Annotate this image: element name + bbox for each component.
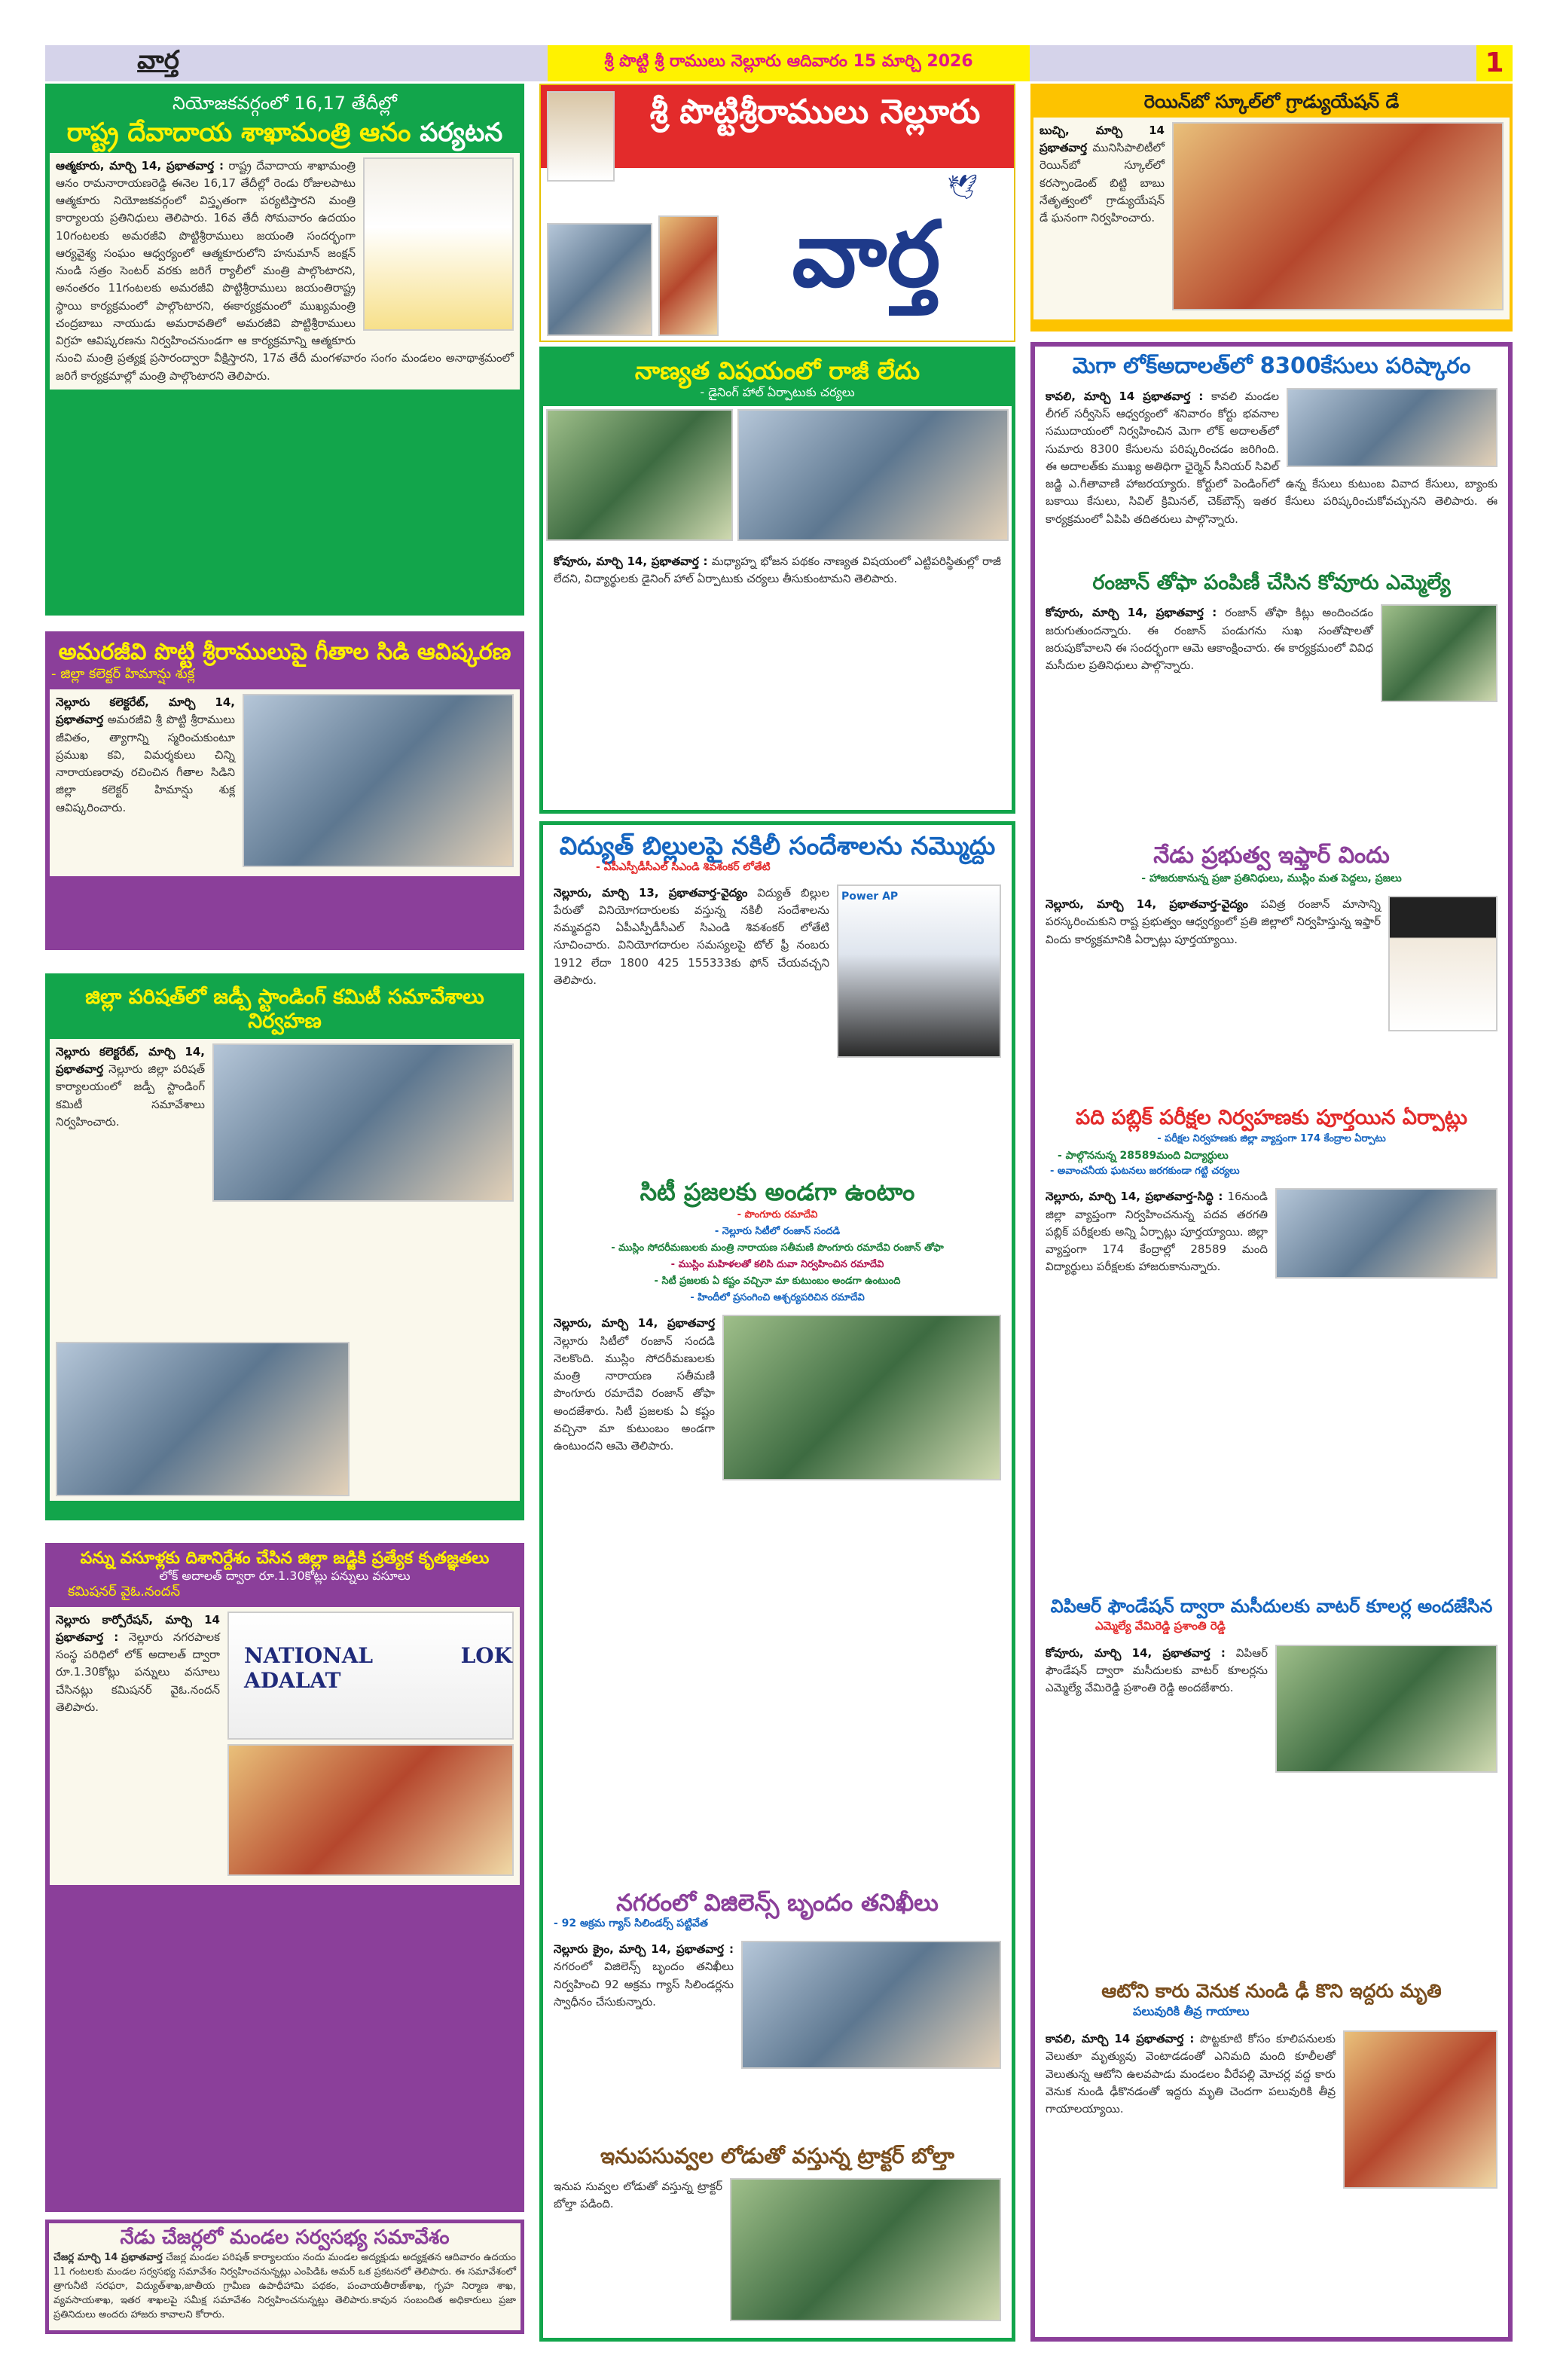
dateline: నెల్లూరు, మార్చి 14, ప్రభాతవార్త-వైద్యం [1046, 897, 1248, 911]
exams-subhead: - పాల్గొననున్న 28589మంది విద్యార్ధులు [1058, 1150, 1229, 1163]
iftar-photo [1388, 896, 1497, 1031]
headline: పన్ను వసూళ్లకు దిశానిర్దేశం చేసిన జిల్లా జడ్జికి ప్రత్యేక కృతజ్ఞతలు [80, 1549, 490, 1568]
body: నెల్లూరు జిల్లా పరిషత్ కార్యాలయంలో జడ్పీ స్టాండింగ్ కమిటీ సమావేశాలు నిర్వహించారు. [56, 1062, 205, 1129]
crowd-photo [227, 1744, 514, 1876]
dateline: నెల్లూరు కలెక్టరేట్, మార్చి 14, ప్రభాతవార్త [56, 1044, 205, 1077]
article-tofa [1035, 565, 1508, 836]
minister-photo [363, 157, 514, 331]
headline: రెయిన్‌బో స్కూల్‌లో గ్రాడ్యుయేషన్ డే [1143, 91, 1400, 112]
exams-photo [1275, 1188, 1497, 1279]
body: పవిత్ర రంజాన్ మాసాన్ని పరస్కరించుకుని రాష్ట ప్రభుత్వం ఆధ్వర్యంలో ప్రతి జిల్లాలో నిర్వహిస్తున్న ఇఫ్తార్ విందు కార్యక్రమానికి ఏర్పాట్లు పూర్తయ్యాయి. [1046, 897, 1381, 946]
article-chejarla [45, 2220, 524, 2334]
body: పొట్టకూటి కోసం కూలిపనులకు వెలుతూ మృత్యువు వెంటాడడంతో ఎనిమది మంది కూలీలతో వెలుతున్న ఆటోని ఉలవపాడు మండలం వీరేపల్లి మోచర్ల వద్ద కారు వెనుక నుండి ఢీకొనడంతో ఇద్దరు మృతి చెందగా పలువురికి తీవ్ర గాయాలయ్యాయి. [1046, 2032, 1336, 2116]
students-photo [737, 409, 1009, 541]
article-zp-committee [45, 973, 524, 1520]
body: విపిఆర్ ఫౌండేషన్ ద్వారా మసీదులకు వాటర్ కూలర్లను ఎమ్మెల్యే వేమిరెడ్డి ప్రశాంతి రెడ్డి అందజేశారు. [1046, 1645, 1268, 1695]
banner-text: NATIONAL LOK ADALAT [244, 1642, 512, 1693]
dateline: కోవూరు, మార్చి 14, ప్రభాతవార్త : [554, 554, 708, 568]
article-lokadalat [1035, 347, 1508, 565]
masthead-logo: వార్త [792, 200, 941, 307]
article-auto [1035, 1974, 1508, 2328]
lok-adalat-photo [227, 1612, 514, 1740]
auto-subhead: పలువురికి తీవ్ర గాయాలు [1133, 2004, 1250, 2018]
exams-subhead: - పరీక్షల నిర్వహణకు జిల్లా వ్యాప్తంగా 174 కేంద్రాల ఏర్పాటు [1157, 1133, 1386, 1145]
right-frame [1030, 342, 1513, 2342]
subhead: - ముస్లిం మహిళలతో కలిసి దువా నిర్వహించిన రమాదేవి [670, 1259, 884, 1271]
article-vigilance [543, 1884, 1012, 2137]
body: అమరజీవి శ్రీ పొట్టి శ్రీరాములు జీవితం, త్యాగాన్ని స్మరించుకుంటూ ప్రముఖ కవి, విమర్శకులు చిన్ని నారాయణరావు రచించిన గీతాల సిడిని జిల్లా కలెక్టర్ హిమాన్షు శుక్ల ఆవిష్కరించారు. [56, 713, 235, 814]
headline: రాష్ట్ర దేవాదాయ శాఖామంత్రి ఆనం [66, 117, 411, 148]
subhead: - పొంగూరు రమాదేవి [737, 1209, 818, 1221]
dateline: నెల్లూరు క్రైం, మార్చి 14, ప్రభాతవార్త : [554, 1942, 734, 1957]
article-quality [539, 347, 1015, 814]
subhead: లోక్ అదాలత్ ద్వారా రూ.1.30కోట్లు పన్నులు వసూలు [159, 1569, 411, 1584]
tofa-headline: రంజాన్ తోఫా పంపిణీ చేసిన కోవూరు ఎమ్మెల్యే [1092, 571, 1451, 594]
article-vidyut [543, 825, 1012, 1172]
masthead-title: శ్రీ పొట్టిశ్రీరాములు నెల్లూరు [649, 93, 981, 131]
body: నెల్లూరు నగరపాలక సంస్థ పరిధిలో లోక్ అదాలత్ ద్వారా రూ.1.30కోట్లు పన్నులు వసూలు చేసినట్లు కమిషనర్ వైఓ.నందన్ తెలిపారు. [56, 1630, 220, 1714]
subhead: - ముస్లిం సోదరీమణులకు మంత్రి నారాయణ సతీమణి పొంగూరు రమాదేవి రంజాన్ తోఫా [611, 1242, 944, 1254]
dateline: చేజర్ల మార్చి 14 ప్రభాతవార్త [53, 2252, 163, 2264]
meeting-photo [212, 1043, 514, 1202]
subhead: - 92 అక్రమ గ్యాస్ సిలిండర్స్ పట్టివేత [554, 1917, 708, 1930]
ramadevi-photo [722, 1315, 1001, 1480]
article-rainbow [1030, 84, 1513, 331]
kicker: నియోజకవర్గంలో 16,17 తేదీల్లో [172, 93, 397, 114]
banner-text: Power AP [841, 890, 899, 903]
graduation-photo [1172, 122, 1504, 310]
body: రంజాన్ తోఫా కిట్లు అందించడం జరుగుతుందన్నారు. ఈ రంజాన్ పండుగను సుఖ సంతోషాలతో జరుపుకోవాలని ఈ సందర్భంగా ఆమె ఆకాంక్షించారు. ఈ కార్యక్రమంలో వివిధ మసీదుల ప్రతినిధులు పాల్గొన్నారు. [1046, 606, 1373, 673]
body: నెల్లూరు సిటీలో రంజాన్ సందడి నెలకొంది. ముస్లిం సోదరీమణులకు మంత్రి నారాయణ సతీమణి పొంగూరు రమాదేవి రంజాన్ తోఫా అందజేశారు. సిటీ ప్రజలకు ఏ కష్టం వచ్చినా మా కుటుంబం అండగా ఉంటుందని ఆమె తెలిపారు. [554, 1334, 715, 1453]
dining-photo [546, 409, 733, 541]
iftar-subhead: - హాజరుకానున్న ప్రజా ప్రతినిధులు, ముస్లిం మత పెద్దలు, ప్రజలు [1141, 872, 1402, 884]
subhead: - జిల్లా కలెక్టర్ హిమాన్షు శుక్ల [51, 666, 195, 682]
headline: నేడు చేజర్లలో మండల సర్వసభ్య సమావేశం [120, 2226, 450, 2249]
body: చేజర్ల మండల పరిషత్ కార్యాలయం నందు మండల అద్యక్షుడు అద్యక్షతన ఆదివారం ఉదయం 11 గంటలకు మండల సర్వసభ్య సమావేశం నిర్వహించనున్నట్లు ఎంపిడిఓ అమర్ ఒక ప్రకటనలో తెలిపారు. ఈ సమావేశంలో త్రాగునీటి సరఫరా, విద్యుత్‌శాఖ,జాతీయ గ్రామీణ ఉపాధీహామి పథకం, పంచాయతీరాజ్‌శాఖ, గృహ నిర్మాణ శాఖ, వ్యవసాయశాఖ, ఇతర శాఖలపై సమీక్ష సమావేశం నిర్వహించనున్నట్లు తెలిపారు.కావున సంబందిత అధికారులు ప్రజా ప్రతినిదులు అందరు హాజరు కావాలని కోరారు. [53, 2252, 516, 2320]
vidyut-headline: విద్యుత్ బిల్లులపై నకిలీ సందేశాలను నమ్మొద్దు [559, 831, 996, 860]
article-anam [45, 84, 524, 616]
bridge-photo [547, 223, 652, 336]
article-cd-release [45, 631, 524, 950]
dateline: నెల్లూరు కార్పోరేషన్, మార్చి 14 ప్రభాతవార్త : [56, 1612, 220, 1644]
headline: అమరజీవి పొట్టి శ్రీరాములుపై గీతాల సిడి ఆవిష్కరణ [58, 639, 511, 665]
body: మునిసిపాలిటీలో రెయిన్‌బో స్కూల్‌లో కరస్పాండెంట్ బిట్టి బాబు నేతృత్వంలో గ్రాడ్యుయేషన్ డే ఘనంగా నిర్వహించారు. [1040, 141, 1165, 225]
dateline: కావలి, మార్చి 14 ప్రభాతవార్త : [1046, 2032, 1195, 2045]
headline: జిల్లా పరిషత్‌లో జడ్పీ స్టాండింగ్ కమిటీ సమావేశాలు నిర్వహణ [85, 985, 484, 1034]
newspaper-logo: వార్త [137, 45, 179, 75]
subhead: - నెల్లూరు సిటీలో రంజాన్ సందడి [714, 1226, 841, 1238]
exams-headline: పది పబ్లిక్ పరీక్షల నిర్వహణకు పూర్తయిన ఏర్పాట్లు [1076, 1106, 1467, 1129]
dateline: ఆత్మకూరు, మార్చి 14, ప్రభాతవార్త : [56, 158, 224, 173]
vpr-subhead: ఎమ్మెల్యే వేమిరెడ్డి ప్రశాంతి రెడ్డి [1095, 1618, 1226, 1633]
vpr-headline: విపిఆర్ ఫౌండేషన్ ద్వారా మసీదులకు వాటర్ కూలర్ల అందజేసిన [1050, 1596, 1493, 1617]
dateline: కోవూరు, మార్చి 14, ప్రభాతవార్త : [1046, 606, 1217, 620]
temple-photo [658, 215, 719, 336]
exams-subhead: - అవాంచనీయ ఘటనలు జరగకుండా గట్టి చర్యలు [1050, 1166, 1240, 1178]
article-tax-collection [45, 1543, 524, 2212]
dateline: నెల్లూరు, మార్చి 13, ప్రభాతవార్త-వైద్యం [554, 885, 748, 900]
dateline: కోవూరు, మార్చి 14, ప్రభాతవార్త : [1046, 1645, 1226, 1660]
cmd-photo [837, 884, 1001, 1058]
body: రాష్ట్ర దేవాదాయ శాఖామంత్రి ఆనం రామనారాయణరెడ్డి ఈనెల 16,17 తేదీల్లో రెండు రోజులపాటు ఆత్మకూరు నియోజకవర్గంలో విస్తృతంగా పర్యటిస్తారని మంత్రి కార్యాలయ ప్రతినిధులు తెలిపారు. 16వ తేదీ సోమవారం ఉదయం 10గంటలకు అమరజీవి పొట్టిశ్రీరాములు జయంతి సందర్భంగా ఆర్యవైశ్య సంఘం ఆధ్వర్యంలో ఆత్మకూరులోని హనుమాన్ జంక్షన్ నుండి సత్రం సెంటర్ వరకు జరిగే ర్యాలీలో మంత్రి పాల్గొంటారని, అనంతరం 11గంటలకు అమరజీవి పొట్టిశ్రీరాములు జయంతిరాష్ట్ర స్థాయి కార్యక్రమంలో పాల్గొంటారని, ఈకార్యక్రమంలో ముఖ్యమంత్రి చంద్రబాబు నాయుడు అమరావతిలో అమరజీవి పొట్టిశ్రీరాములు విగ్రహ ఆవిష్కరణను నిర్వహించనుండగా ఆ కార్యక్రమాన్ని ఆత్మకూరు నుంచి మంత్రి ప్రత్యక్ష ప్రసారంద్వారా వీక్షిస్తారని, 17వ తేదీ మంగళవారం సంగం మండలం అనాథాశ్రమంలో జరిగే కార్యక్రమాల్లో మంత్రి పాల్గొంటారని తెలిపారు. [56, 158, 514, 383]
dove-icon: 🕊 [947, 173, 978, 201]
dateline: నెల్లూరు, మార్చి 14, ప్రభాతవార్త [554, 1316, 715, 1331]
cylinders-photo [741, 1941, 1001, 2069]
article-iftar [1035, 836, 1508, 1100]
body: మధ్యాహ్న భోజన పథకం నాణ్యత విషయంలో ఎట్టిపరిస్థితుల్లో రాజీ లేదని, విద్యార్థులకు డైనింగ్ హాల్ ఏర్పాటుకు చర్యలు తీసుకుంటామని తెలిపారు. [554, 554, 1002, 585]
headline: నాణ్యత విషయంలో రాజీ లేదు [634, 356, 920, 385]
dateline: నెల్లూరు కలెక్టరేట్, మార్చి 14, ప్రభాతవార్త [56, 695, 235, 727]
vidyut-subhead: - ఏపీఎస్పీడీసీఎల్ సిఎండి శివశంకర్ లోతేటి [596, 860, 771, 873]
middle-frame [539, 821, 1015, 2342]
tractor-photo [730, 2178, 1001, 2321]
dateline: కావలి, మార్చి 14 ప్రభాతవార్త : [1046, 389, 1204, 403]
meeting-photo-2 [56, 1342, 350, 1496]
tractor-headline: ఇనుపసువ్వల లోడుతో వస్తున్న ట్రాక్టర్ బోల్తా [600, 2143, 954, 2168]
headline: సిటీ ప్రజలకు అండగా ఉంటాం [640, 1178, 915, 1206]
headline-end: పర్యటన [420, 117, 503, 148]
subhead: - హిందీలో ప్రసంగించి ఆశ్చర్యపరిచిన రమాదేవి [690, 1292, 865, 1304]
dateline: నెల్లూరు, మార్చి 14, ప్రభాతవార్త-సిద్ధి : [1046, 1190, 1223, 1204]
subhead: - డైనింగ్ హాల్ ఏర్పాటుకు చర్యలు [700, 385, 855, 400]
article-exams [1035, 1100, 1508, 1590]
body: నగరంలో విజిలెన్స్ బృందం తనిఖీలు నిర్వహించి 92 అక్రమ గ్యాస్ సిలిండర్లను స్వాధీనం చేసుకున్నారు. [554, 1960, 734, 2009]
lokadalat-photo [1287, 388, 1497, 467]
hospital-photo [1343, 2030, 1497, 2189]
masthead [539, 84, 1015, 342]
headline: నగరంలో విజిలెన్స్ బృందం తనిఖీలు [616, 1890, 939, 1917]
body: విద్యుత్ బిల్లుల పేరుతో వినియోగదారులకు వస్తున్న నకిలీ సందేశాలను నమ్మవద్దని ఏపీఎస్పీడీసీఎల్ సిఎండి శివశంకర్ లోతేటి సూచించారు. వినియోగదారుల సమస్యలపై టోల్ ఫ్రీ నంబరు 1912 లేదా 1800 425 155333కు ఫోన్ చేయవచ్చని తెలిపారు. [554, 885, 829, 987]
body: 16నుండి జిల్లా వ్యాప్తంగా నిర్వహించనున్న పదవ తరగతి పబ్లిక్ పరీక్షలకు అన్ని ఏర్పాట్లు పూర్తయ్యాయి. జిల్లా వ్యాప్తంగా 174 కేంద్రాల్లో 28589 మంది విద్యార్థులు పరీక్షలకు హాజరుకానున్నారు. [1046, 1190, 1268, 1274]
subhead-commissioner: కమిషనర్ వైఓ.నందన్ [68, 1583, 181, 1599]
article-city [543, 1172, 1012, 1884]
auto-headline: ఆటోని కారు వెనుక నుండి ఢీ కొని ఇద్దరు మృతి [1101, 1980, 1442, 2002]
article-vpr [1035, 1590, 1508, 1974]
body: కావలి మండల లీగల్ సర్వీసెస్ ఆధ్వర్యంలో శనివారం కోర్టు భవనాల సముదాయంలో నిర్వహించిన మెగా లోక్ అదాలత్‌లో సుమారు 8300 కేసులను పరిష్కరించడం జరిగింది. ఈ అదాలత్‌కు ముఖ్య అతిధిగా ఛైర్మెన్ సీనియర్ సివిల్ జడ్జి ఎ.గీతావాణి హాజరయ్యారు. కోర్టులో పెండింగ్‌లో ఉన్న కేసులు కుటుంబ వివాద కేసులు, బ్యాంకు బకాయి కేసులు, సివిల్ క్రిమినల్, చెక్‌బౌన్స్ ఇతర కేసులు పరిష్కరించుకోవచ్చునని తెలిపారు. ఈ కార్యక్రమంలో ఏపిపి తదితరులు పాల్గొన్నారు. [1046, 389, 1497, 526]
iftar-headline: నేడు ప్రభుత్వ ఇఫ్తార్ విందు [1153, 842, 1390, 869]
subhead: - సిటీ ప్రజలకు ఏ కష్టం వచ్చినా మా కుటుంబం అండగా ఉంటుంది [654, 1276, 901, 1288]
edition-dateline: శ్రీ పొట్టి శ్రీ రాములు నెల్లూరు ఆదివారం 15 మార్చి 2026 [548, 45, 1030, 81]
page-number: 1 [1476, 45, 1513, 81]
water-cooler-photo [1275, 1645, 1497, 1773]
cd-release-photo [243, 694, 514, 867]
dateline: బుచ్చి, మార్చి 14 ప్రభాతవార్త [1040, 123, 1165, 155]
lokadalat-headline: మెగా లోక్‌అదాలత్‌లో 8300కేసులు పరిష్కారం [1072, 353, 1471, 378]
tofa-photo [1381, 604, 1497, 702]
tractor-body: ఇనుప సువ్వల లోడుతో వస్తున్న ట్రాక్టర్ బోల్తా పడింది. [554, 2179, 722, 2210]
article-tractor [543, 2137, 1012, 2330]
